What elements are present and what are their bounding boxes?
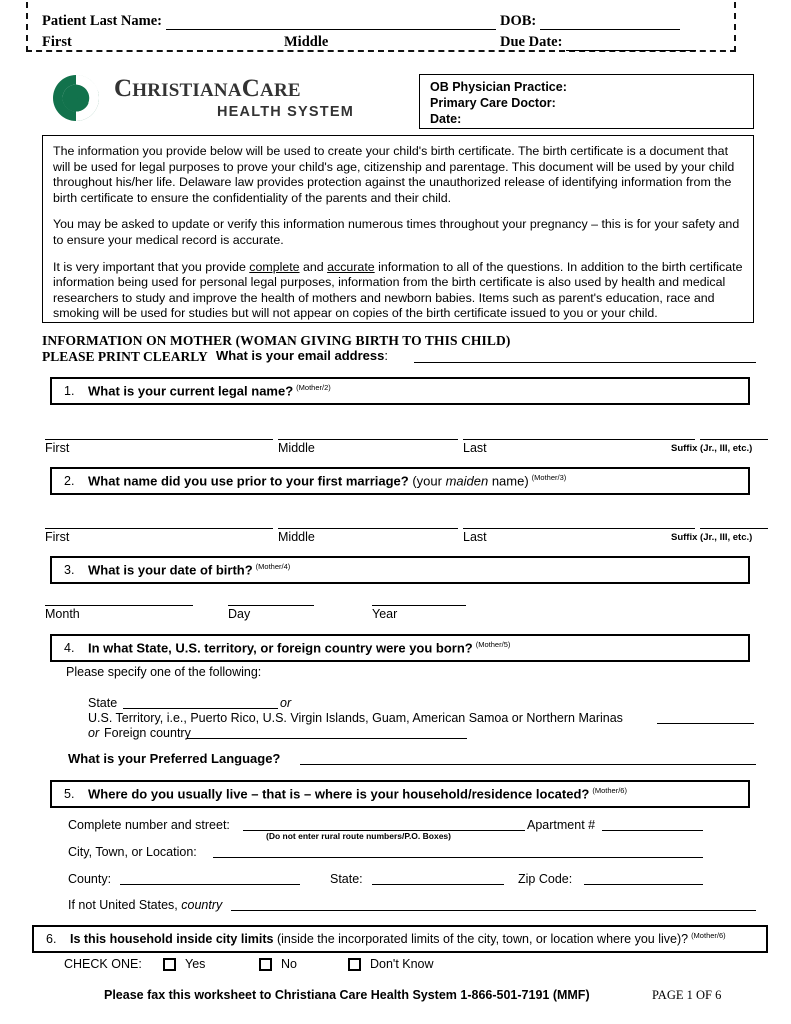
christiana-care-c-icon — [52, 74, 100, 122]
question-2-box — [50, 467, 750, 495]
residence-country-input[interactable] — [231, 910, 756, 911]
ob-physician-practice-label: OB Physician Practice: — [430, 80, 567, 94]
question-2-text: What name did you use prior to your first marriage? (your maiden name) $^{(Mother/3)}$ — [88, 473, 567, 489]
preferred-language-input[interactable] — [300, 764, 756, 765]
intro-paragraph-3: It is very important that you provide complete and accurate information to all of the questions. In addition to the birth certificate information being used for personal legal purposes, information from the birth certificate is also used by health and medical researchers to study and improve the health of mothers and newborn babies. Items such as parent's education, race and smoking will be used for studies but will not appear on copies of the birth certificate issued to you or your child. — [53, 259, 743, 321]
patient-last-name-row — [42, 13, 496, 30]
question-3-number: 3. — [64, 563, 75, 577]
patient-dob-input[interactable] — [540, 16, 680, 30]
q2-last-input[interactable] — [463, 528, 695, 529]
question-5-number: 5. — [64, 787, 75, 801]
question-1-number: 1. — [64, 384, 75, 398]
q3-day-label: Day — [228, 607, 251, 621]
patient-due-date-input[interactable] — [566, 37, 696, 51]
q2-last-label: Last — [463, 530, 487, 544]
birthplace-state-label: State — [88, 696, 118, 710]
birthplace-state-input[interactable] — [123, 708, 278, 709]
patient-dob-label: DOB: — [500, 13, 537, 29]
question-2-number: 2. — [64, 474, 75, 488]
christiana-care-logo — [52, 72, 352, 124]
checkbox-yes[interactable] — [163, 958, 176, 971]
question-3-box — [50, 556, 750, 584]
question-6-text: Is this household inside city limits (inside the incorporated limits of the city, town, or location where you live)? $^{(Mother/6)}$ — [70, 931, 726, 947]
email-address-label: What is your email address: — [216, 348, 388, 363]
checkbox-dont-know-label: Don't Know — [370, 957, 434, 971]
fax-instruction: Please fax this worksheet to Christiana Care Health System 1-866-501-7191 (MMF) — [104, 988, 590, 1002]
residence-state-label: State: — [330, 872, 363, 886]
residence-apartment-input[interactable] — [602, 830, 703, 831]
residence-state-input[interactable] — [372, 884, 504, 885]
patient-first-label: First — [42, 34, 72, 50]
residence-county-input[interactable] — [120, 884, 300, 885]
question-4-text: In what State, U.S. territory, or foreign country were you born? $^{(Mother/5)}$ — [88, 640, 511, 656]
checkbox-no-label: No — [281, 957, 297, 971]
birthplace-territory-input[interactable] — [657, 723, 754, 724]
check-one-label: CHECK ONE: — [64, 957, 142, 971]
q1-middle-label: Middle — [278, 441, 315, 455]
birthplace-or-2: or — [88, 726, 100, 740]
residence-street-label: Complete number and street: — [68, 818, 230, 832]
q3-month-input[interactable] — [45, 605, 193, 606]
intro-paragraph-2: You may be asked to update or verify this information numerous times throughout your pregnancy – this is for your safety and to ensure your medical record is accurate. — [53, 217, 740, 247]
please-print-clearly-label: PLEASE PRINT CLEARLY — [42, 349, 208, 364]
birthplace-foreign-input[interactable] — [187, 738, 467, 739]
q2-suffix-input[interactable] — [700, 528, 768, 529]
residence-country-label: If not United States, country — [68, 898, 223, 912]
q2-first-label: First — [45, 530, 70, 544]
ob-physician-box — [419, 74, 754, 129]
patient-due-date-row — [500, 34, 696, 51]
q1-suffix-input[interactable] — [700, 439, 768, 440]
q1-first-input[interactable] — [45, 439, 273, 440]
checkbox-dont-know[interactable] — [348, 958, 361, 971]
checkbox-yes-label: Yes — [185, 957, 206, 971]
question-5-text: Where do you usually live – that is – where is your household/residence located? $^{(Mother/6)}$ — [88, 786, 627, 802]
patient-middle-label: Middle — [284, 34, 329, 50]
question-4-number: 4. — [64, 641, 75, 655]
logo-subtitle: HEALTH SYSTEM — [217, 104, 354, 120]
primary-care-doctor-label: Primary Care Doctor: — [430, 96, 556, 110]
question-1-text: What is your current legal name? $^{(Mother/2)}$ — [88, 383, 331, 399]
question-3-text: What is your date of birth? $^{(Mother/4)}$ — [88, 562, 291, 578]
q2-middle-input[interactable] — [278, 528, 458, 529]
residence-street-note: (Do not enter rural route numbers/P.O. Boxes) — [266, 831, 451, 841]
patient-dob-row — [500, 13, 680, 30]
section-heading-mother: INFORMATION ON MOTHER (WOMAN GIVING BIRTH TO THIS CHILD) — [42, 333, 511, 348]
question-1-box — [50, 377, 750, 405]
residence-zip-label: Zip Code: — [518, 872, 573, 886]
q1-suffix-label: Suffix (Jr., III, etc.) — [671, 443, 753, 454]
q1-first-label: First — [45, 441, 70, 455]
birthplace-instruction: Please specify one of the following: — [66, 665, 262, 679]
birthplace-territory-label: U.S. Territory, i.e., Puerto Rico, U.S. Virgin Islands, Guam, American Samoa or Northern Marinas — [88, 711, 623, 725]
residence-city-input[interactable] — [213, 857, 703, 858]
question-5-box — [50, 780, 750, 808]
logo-wordmark — [114, 76, 354, 120]
q3-year-input[interactable] — [372, 605, 466, 606]
birthplace-foreign-label: Foreign country — [104, 726, 191, 740]
q3-day-input[interactable] — [228, 605, 314, 606]
q2-first-input[interactable] — [45, 528, 273, 529]
email-address-input[interactable] — [414, 362, 756, 363]
q1-last-label: Last — [463, 441, 487, 455]
q1-last-input[interactable] — [463, 439, 695, 440]
birthplace-or-1: or — [280, 696, 292, 710]
question-4-box — [50, 634, 750, 662]
q2-middle-label: Middle — [278, 530, 315, 544]
question-6-number: 6. — [46, 932, 57, 946]
page-number: PAGE 1 OF 6 — [652, 988, 722, 1002]
patient-last-name-input[interactable] — [166, 16, 496, 30]
ob-date-label: Date: — [430, 112, 462, 126]
question-6-box — [32, 925, 768, 953]
logo-name-line: CHRISTIANACARE — [114, 75, 301, 102]
residence-county-label: County: — [68, 872, 112, 886]
q3-month-label: Month — [45, 607, 80, 621]
q1-middle-input[interactable] — [278, 439, 458, 440]
q2-suffix-label: Suffix (Jr., III, etc.) — [671, 532, 753, 543]
patient-due-date-label: Due Date: — [500, 34, 563, 50]
introduction-box — [42, 135, 754, 323]
intro-paragraph-1: The information you provide below will be used to create your child's birth certificate. The birth certificate is a document that will be used for legal purposes to prove your child's age, citizenship and parentage. This document will be used by your child throughout his/her life. Delaware law provides protection against the unauthorized release of identifying information from the birth certificate to ensure the confidentiality of the parents and their child. — [53, 144, 735, 205]
patient-header-box — [26, 2, 736, 52]
residence-city-label: City, Town, or Location: — [68, 845, 197, 859]
residence-apartment-label: Apartment # — [527, 818, 596, 832]
residence-zip-input[interactable] — [584, 884, 703, 885]
preferred-language-label: What is your Preferred Language? — [68, 751, 281, 766]
checkbox-no[interactable] — [259, 958, 272, 971]
patient-last-name-label: Patient Last Name: — [42, 13, 163, 29]
q3-year-label: Year — [372, 607, 398, 621]
